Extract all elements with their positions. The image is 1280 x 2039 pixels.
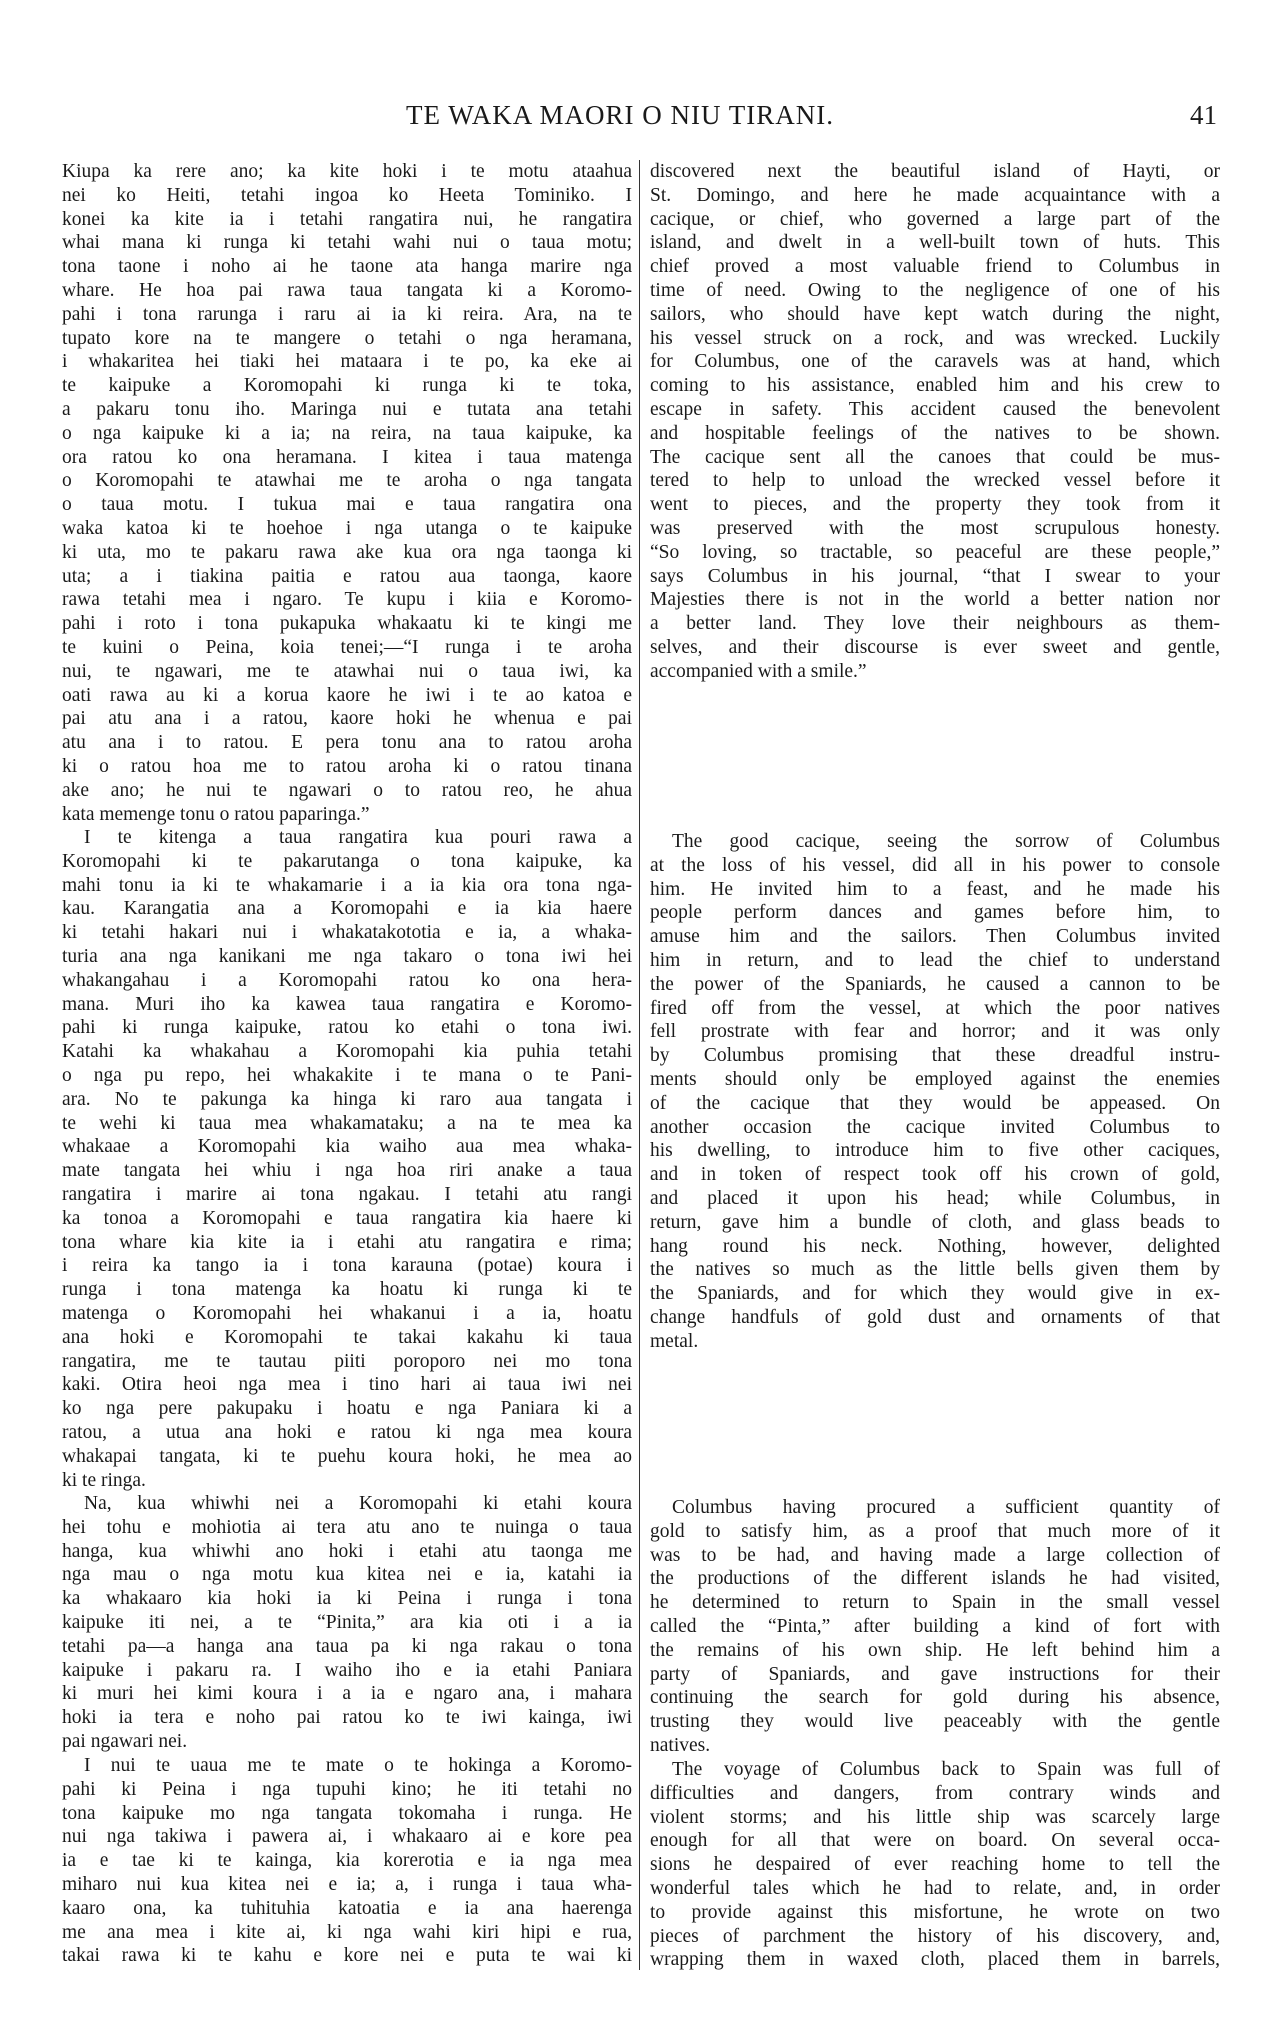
paragraph	[62, 1754, 632, 1968]
text-line: enough for all that were on board. On several occa-	[650, 1830, 1220, 1852]
text-line: for Columbus, one of the caravels was at hand, which	[650, 351, 1220, 373]
text-line: Columbus having procured a sufficient quantity of	[672, 1497, 1220, 1518]
text-line: pahi i tona rarunga i raru ai ia ki reira. Ara, na te	[62, 303, 632, 325]
text-line: uta; a i tiakina paitia e ratou aua taonga, kaore	[62, 565, 632, 587]
text-line: his dwelling, to introduce him to five other caciques,	[650, 1140, 1220, 1162]
text-line: him in return, and to lead the chief to understand	[650, 949, 1220, 971]
text-line: metal.	[650, 1330, 699, 1352]
text-line: oati rawa au ki a korua kaore he iwi i te ao katoa e	[62, 684, 632, 706]
text-line: ratou, a utua ana hoki e ratou ki nga mea koura	[62, 1421, 632, 1443]
text-line: and placed it upon his head; while Columbus, in	[650, 1187, 1220, 1209]
text-line: nga mau o nga motu kua kitea nei e ia, katahi ia	[62, 1564, 632, 1586]
text-line: i whakaritea hei tiaki hei mataara i te po, ka eke ai	[62, 351, 632, 373]
text-line: discovered next the beautiful island of Hayti, or	[650, 161, 1220, 182]
text-line: and in token of respect took off his crown of gold,	[650, 1164, 1220, 1186]
text-line: the productions of the different islands he had visited,	[650, 1568, 1220, 1590]
text-line: rawa tetahi mea i ngaro. Te kupu i kiia e Koromo-	[62, 589, 632, 611]
text-line: hoki ia tera e noho pai ratou ko te iwi kainga, iwi	[62, 1707, 632, 1729]
text-line: escape in safety. This accident caused the benevolent	[650, 398, 1220, 420]
text-line: “So loving, so tractable, so peaceful are these people,”	[650, 541, 1220, 563]
text-line: gold to satisfy him, as a proof that much more of it	[650, 1520, 1220, 1542]
text-line: ki muri hei kimi koura i a ia e ngaro ana, i mahara	[62, 1683, 632, 1705]
text-line: pahi ki runga kaipuke, ratou ko etahi o tona iwi.	[62, 1017, 632, 1039]
text-line: kaaro ona, ka tuhituhia katoatia e ia ana haerenga	[62, 1897, 632, 1919]
text-line: nui, te ngawari, me te atawhai nui o taua iwi, ka	[62, 660, 632, 682]
text-line: ia e tae ki te kainga, kia korerotia e ia nga mea	[62, 1850, 632, 1872]
text-line: selves, and their discourse is ever sweet and gentle,	[650, 636, 1220, 658]
text-line: ka tonoa a Koromopahi e taua rangatira kia haere ki	[62, 1207, 632, 1229]
text-line: ments should only be employed against the enemies	[650, 1068, 1220, 1090]
text-line: kata memenge tonu o ratou paparinga.”	[62, 803, 370, 825]
text-line: whare. He hoa pai rawa taua tangata ki a Koromo-	[62, 279, 632, 301]
paragraph	[650, 160, 1220, 684]
text-line: tered to help to unload the wrecked vessel before it	[650, 470, 1220, 492]
text-line: island, and dwelt in a well-built town of huts. This	[650, 232, 1220, 254]
running-head-title: TE WAKA MAORI O NIU TIRANI.	[406, 100, 834, 130]
text-line: tupato kore na te mangere o tetahi o nga heramana,	[62, 327, 632, 349]
text-line: tona whare kia kite ia i etahi atu rangatira e rima;	[62, 1231, 632, 1253]
text-line: a pakaru tonu iho. Maringa nui e tutata ana tetahi	[62, 398, 632, 420]
text-line: kaipuke i pakaru ra. I waiho iho e ia etahi Paniara	[62, 1659, 632, 1681]
text-line: whai mana ki runga ki tetahi wahi nui o taua motu;	[62, 232, 632, 254]
text-line: the remains of his own ship. He left behind him a	[650, 1639, 1220, 1661]
text-line: te kaipuke a Koromopahi ki runga ki te toka,	[62, 375, 632, 397]
text-line: runga i tona matenga ka hoatu ki runga ki te	[62, 1279, 632, 1301]
paragraph	[650, 1758, 1220, 1972]
text-line: pai atu ana i a ratou, kaore hoki he whenua e pai	[62, 708, 632, 730]
text-line: Katahi ka whakahau a Koromopahi kia puhia tetahi	[62, 1041, 632, 1063]
text-line: the power of the Spaniards, he caused a cannon to be	[650, 973, 1220, 995]
text-line: o Koromopahi te atawhai me te aroha o nga tangata	[62, 470, 632, 492]
text-line: ana hoki e Koromopahi te takai kakahu ki taua	[62, 1326, 632, 1348]
text-line: whakaae a Koromopahi kia waiho aua mea whaka-	[62, 1136, 632, 1158]
text-line: continuing the search for gold during his absence,	[650, 1687, 1220, 1709]
text-line: hei tohu e mohiotia ai tera atu ano te nuinga o taua	[62, 1516, 632, 1538]
text-line: at the loss of his vessel, did all in his power to console	[650, 854, 1220, 876]
text-line: pieces of parchment the history of his discovery, and,	[650, 1925, 1220, 1947]
text-line: trusting they would live peaceably with the gentle	[650, 1711, 1220, 1733]
text-line: Majesties there is not in the world a better nation nor	[650, 589, 1220, 611]
text-line: waka katoa ki te hoehoe i nga utanga o te kaipuke	[62, 517, 632, 539]
text-line: The voyage of Columbus back to Spain was full of	[672, 1759, 1220, 1780]
text-line: says Columbus in his journal, “that I swear to your	[650, 565, 1220, 587]
text-line: St. Domingo, and here he made acquaintance with a	[650, 184, 1220, 206]
text-line: I te kitenga a taua rangatira kua pouri rawa a	[84, 827, 632, 848]
text-line: nei ko Heiti, tetahi ingoa ko Heeta Tominiko. I	[62, 184, 632, 206]
text-line: I nui te uaua me te mate o te hokinga a Koromo-	[84, 1755, 632, 1776]
text-line: rangatira i marire ai tona ngakau. I tetahi atu rangi	[62, 1183, 632, 1205]
text-line: miharo nui kua kitea nei e ia; a, i runga i taua wha-	[62, 1873, 632, 1895]
text-line: pahi i roto i tona pukapuka whakaatu ki te kingi me	[62, 613, 632, 635]
text-line: ki te ringa.	[62, 1469, 146, 1491]
text-line: ko nga pere pakupaku i hoatu e nga Paniara ki a	[62, 1398, 632, 1420]
text-line: his vessel struck on a rock, and was wrecked. Luckily	[650, 327, 1220, 349]
text-line: konei ka kite ia i tetahi rangatira nui, he rangatira	[62, 208, 632, 230]
text-line: tetahi pa—a hanga ana taua pa ki nga rakau o tona	[62, 1635, 632, 1657]
text-line: of the cacique that they would be appeased. On	[650, 1092, 1220, 1114]
text-line: mana. Muri iho ka kawea taua rangatira e Koromo-	[62, 993, 632, 1015]
text-line: matenga o Koromopahi hei whakanui i a ia, hoatu	[62, 1302, 632, 1324]
text-line: ake ano; he nui te ngawari o to ratou reo, he ahua	[62, 779, 632, 801]
text-line: time of need. Owing to the negligence of one of his	[650, 279, 1220, 301]
page-number: 41	[1190, 100, 1217, 130]
text-line: wrapping them in waxed cloth, placed them in barrels,	[650, 1949, 1220, 1971]
text-line: te wehi ki taua mea whakamataku; a na te mea ka	[62, 1112, 632, 1134]
text-line: whakangahau i a Koromopahi ratou ko ona hera-	[62, 969, 632, 991]
paragraph	[62, 826, 632, 1492]
text-line: another occasion the cacique invited Columbus to	[650, 1116, 1220, 1138]
text-line: hang round his neck. Nothing, however, delighted	[650, 1235, 1220, 1257]
paragraph	[62, 1492, 632, 1754]
text-line: ka whakaaro kia hoki ia ki Peina i runga i tona	[62, 1588, 632, 1610]
text-line: chief proved a most valuable friend to Columbus in	[650, 256, 1220, 278]
text-line: whakapai tangata, ki te puehu koura hoki, he mea ao	[62, 1445, 632, 1467]
text-line: The cacique sent all the canoes that could be mus-	[650, 446, 1220, 468]
text-line: coming to his assistance, enabled him and his crew to	[650, 375, 1220, 397]
text-line: te kuini o Peina, koia tenei;—“I runga i te aroha	[62, 636, 632, 658]
text-line: was preserved with the most scrupulous honesty.	[650, 517, 1220, 539]
text-line: fired off from the vessel, at which the poor natives	[650, 997, 1220, 1019]
text-line: a better land. They love their neighbours as them-	[650, 613, 1220, 635]
text-line: mate tangata hei whiu i nga hoa riri anake a taua	[62, 1160, 632, 1182]
text-line: ora ratou ko ona heramana. I kitea i taua matenga	[62, 446, 632, 468]
text-line: was to be had, and having made a large collection of	[650, 1544, 1220, 1566]
text-line: amuse him and the sailors. Then Columbus invited	[650, 926, 1220, 948]
text-line: people perform dances and games before him, to	[650, 902, 1220, 924]
text-line: he determined to return to Spain in the small vessel	[650, 1592, 1220, 1614]
text-line: the natives so much as the little bells given them by	[650, 1259, 1220, 1281]
text-line: sailors, who should have kept watch during the night,	[650, 303, 1220, 325]
paragraph	[62, 160, 632, 826]
text-line: tona taone i noho ai he taone ata hanga marire nga	[62, 256, 632, 278]
text-line: violent storms; and his little ship was scarcely large	[650, 1806, 1220, 1828]
text-line: ara. No te pakunga ka hinga ki raro aua tangata i	[62, 1088, 632, 1110]
text-line: tona kaipuke mo nga tangata tokomaha i runga. He	[62, 1802, 632, 1824]
paragraph	[650, 830, 1220, 1354]
text-line: to provide against this misfortune, he wrote on two	[650, 1901, 1220, 1923]
text-line: and hospitable feelings of the natives to be shown.	[650, 422, 1220, 444]
column-divider	[639, 160, 640, 1970]
text-line: turia ana nga kanikani me nga takaro o tona iwi hei	[62, 945, 632, 967]
text-line: wonderful tales which he had to relate, and, in order	[650, 1877, 1220, 1899]
text-line: the Spaniards, and for which they would give in ex-	[650, 1283, 1220, 1305]
text-line: nui nga takiwa i pawera ai, i whakaaro ai e kore pea	[62, 1826, 632, 1848]
text-line: sions he despaired of ever reaching home to tell the	[650, 1854, 1220, 1876]
text-line: ki o ratou hoa me to ratou aroha ki o ratou tinana	[62, 755, 632, 777]
text-line: kaki. Otira heoi nga mea i tino hari ai taua iwi nei	[62, 1374, 632, 1396]
text-line: by Columbus promising that these dreadful instru-	[650, 1045, 1220, 1067]
text-line: Kiupa ka rere ano; ka kite hoki i te motu ataahua	[62, 161, 632, 182]
text-line: o taua motu. I tukua mai e taua rangatira ona	[62, 494, 632, 516]
text-line: o nga kaipuke ki a ia; na reira, na taua kaipuke, ka	[62, 422, 632, 444]
text-line: return, gave him a bundle of cloth, and glass beads to	[650, 1211, 1220, 1233]
text-line: Na, kua whiwhi nei a Koromopahi ki etahi koura	[84, 1493, 632, 1514]
text-line: cacique, or chief, who governed a large part of the	[650, 208, 1220, 230]
text-line: rangatira, me te tautau piiti poroporo nei mo tona	[62, 1350, 632, 1372]
text-line: party of Spaniards, and gave instructions for their	[650, 1663, 1220, 1685]
text-line: fell prostrate with fear and horror; and it was only	[650, 1021, 1220, 1043]
text-line: kau. Karangatia ana a Koromopahi e ia kia haere	[62, 898, 632, 920]
text-line: difficulties and dangers, from contrary winds and	[650, 1782, 1220, 1804]
text-line: kaipuke iti nei, a te “Pinita,” ara kia oti i a ia	[62, 1611, 632, 1633]
text-line: accompanied with a smile.”	[650, 660, 867, 682]
text-line: ki tetahi hakari nui i whakatakototia e ia, a whaka-	[62, 922, 632, 944]
text-line: pai ngawari nei.	[62, 1730, 188, 1752]
text-line: hanga, kua whiwhi ano hoki i etahi atu taonga me	[62, 1540, 632, 1562]
text-line: change handfuls of gold dust and ornaments of that	[650, 1306, 1220, 1328]
text-line: natives.	[650, 1734, 711, 1756]
text-line: takai rawa ki te kahu e kore nei e puta te wai ki	[62, 1945, 632, 1967]
text-line: called the “Pinta,” after building a kind of fort with	[650, 1615, 1220, 1637]
text-line: me ana mea i kite ai, ki nga wahi kiri hipi e rua,	[62, 1921, 632, 1943]
text-line: pahi ki Peina i nga tupuhi kino; he iti tetahi no	[62, 1778, 632, 1800]
text-line: ki uta, mo te pakaru rawa ake kua ora nga taonga ki	[62, 541, 632, 563]
text-line: o nga pu repo, hei whakakite i te mana o te Pani-	[62, 1064, 632, 1086]
text-line: went to pieces, and the property they took from it	[650, 494, 1220, 516]
text-line: i reira ka tango ia i tona karauna (potae) koura i	[62, 1255, 632, 1277]
text-line: him. He invited him to a feast, and he made his	[650, 878, 1220, 900]
text-line: mahi tonu ia ki te whakamarie i a ia kia ora tona nga-	[62, 874, 632, 896]
text-line: The good cacique, seeing the sorrow of Columbus	[672, 831, 1220, 852]
paragraph	[650, 1496, 1220, 1758]
text-line: Koromopahi ki te pakarutanga o tona kaipuke, ka	[62, 850, 632, 872]
text-line: atu ana i to ratou. E pera tonu ana to ratou aroha	[62, 732, 632, 754]
